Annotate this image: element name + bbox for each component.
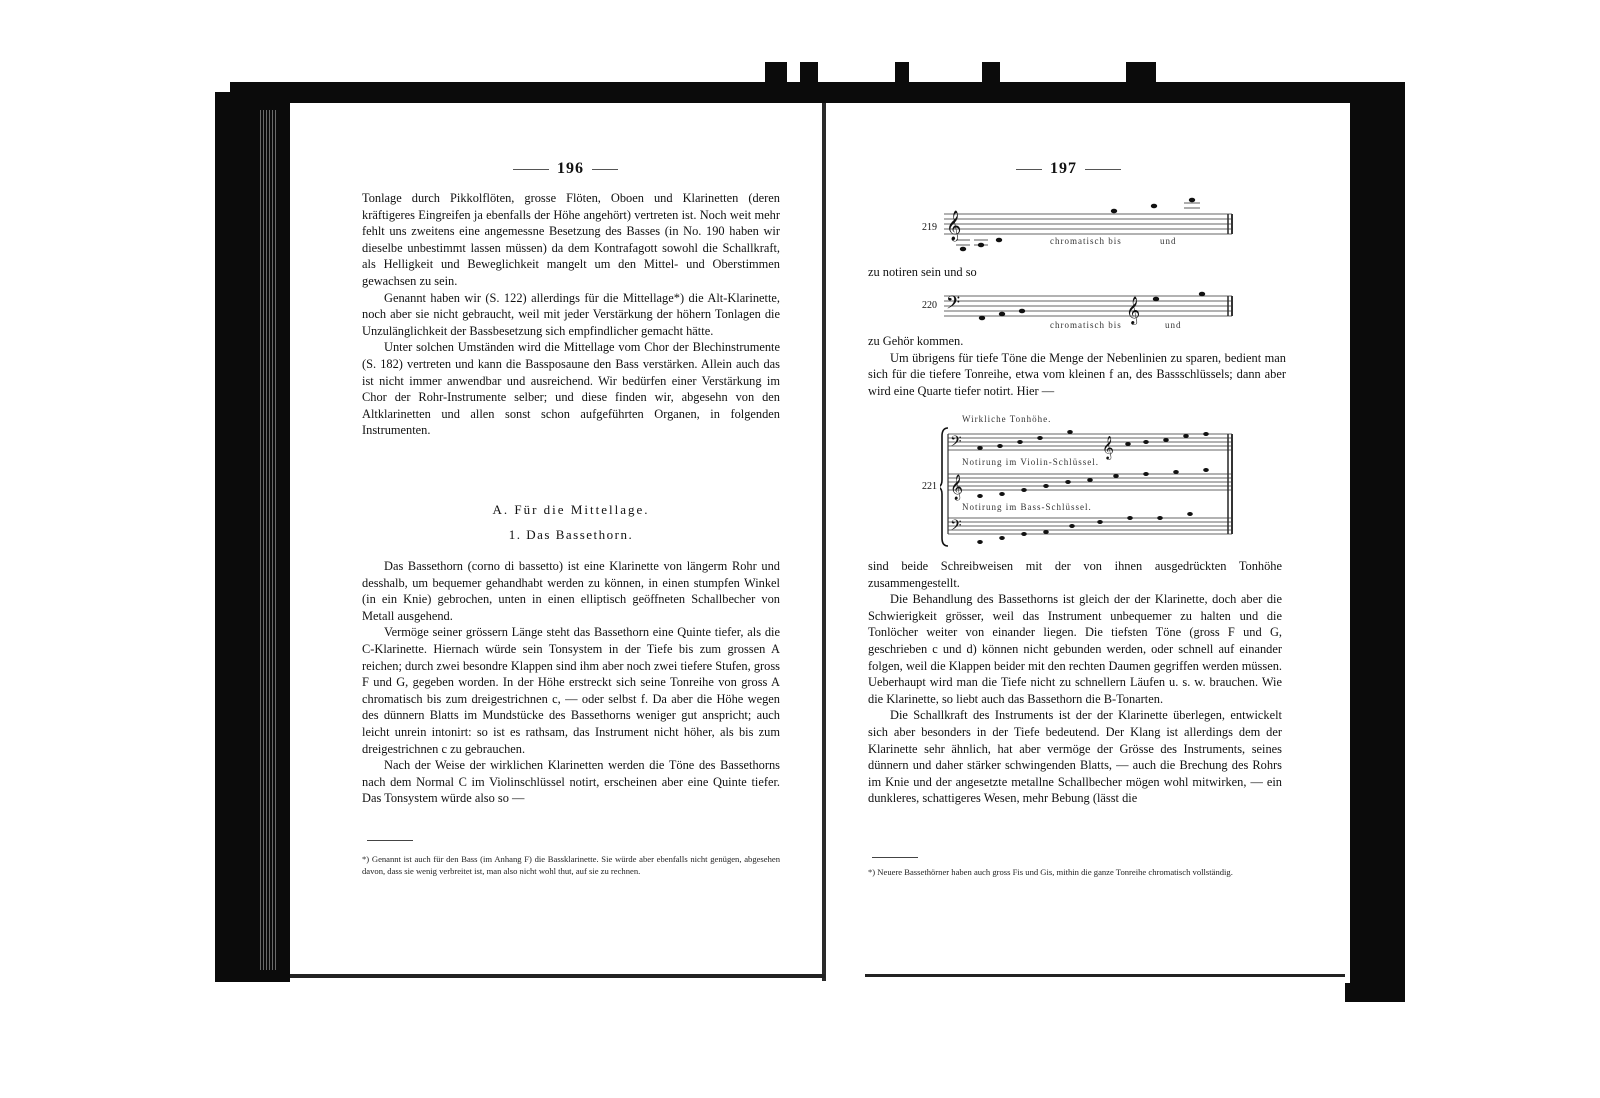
music-example-219 <box>944 196 1244 258</box>
page-number-left: 196 <box>505 160 626 178</box>
footnote-rule <box>367 840 413 841</box>
left-text-block-2 <box>362 558 780 807</box>
section-headings <box>362 502 780 543</box>
book-cover-right <box>1345 97 1405 1002</box>
music-label: Wirkliche Tonhöhe. <box>962 414 1052 424</box>
music-label: und <box>1165 320 1182 330</box>
page-edges <box>258 110 276 970</box>
example-number: 220 <box>922 300 937 311</box>
music-label: und <box>1160 236 1177 246</box>
music-label: chromatisch bis <box>1050 236 1122 246</box>
music-example-221 <box>940 422 1240 552</box>
footnote-right: *) Neuere Bassethörner haben auch gross Fis und Gis, mithin die ganze Tonreihe chromatisch vollständig. <box>868 867 1233 877</box>
svg-text:𝄞: 𝄞 <box>1102 435 1114 459</box>
paragraph: Um übrigens für tiefe Töne die Menge der Nebenlinien zu sparen, bedient man sich für die tiefere Tonreihe, etwa vom kleinen f an, des Bassschlüssels; dann aber wird eine Quarte tiefer notirt. Hier — <box>868 350 1286 398</box>
paragraph: Das Bassethorn (corno di bassetto) ist eine Klarinette von längerm Rohr und desshalb, um bequemer gehandhabt werden zu können, in einen stumpfen Winkel (in ein Knie) gebrochen, unten in einen elliptisch geöffneten Schallbecher von Metall ausgehend. <box>362 559 780 623</box>
footnote-rule <box>872 857 918 858</box>
page-tab <box>765 62 787 104</box>
paragraph: Genannt haben wir (S. 122) allerdings für die Mittellage*) die Alt-Klarinette, noch aber sie nicht gebraucht, weil mit jeder Verstärkung der höhern Tonlagen die Unzulänglichkeit der Bassbesetzung sich empfindlicher gemacht hätte. <box>362 290 780 338</box>
paragraph: Die Schallkraft des Instruments ist der der Klarinette überlegen, entwickelt sich aber besonders in der Tiefe bedeutend. Der Klang ist allerdings dem der Klarinette sehr ähnlich, hat aber vermöge der Grösse des Instruments, seines dünnern und daher stärker schwingenden Blatts, — auch die Brechung des Rohrs im Knie und der angesetzte metallne Schallbecher mögen wohl mitwirken, — ein dunkleres, schattigeres Wesen, mehr Bebung (lässt die <box>868 708 1282 806</box>
svg-text:𝄞: 𝄞 <box>946 211 962 241</box>
paragraph: Unter solchen Umständen wird die Mittellage vom Chor der Blechinstrumente (S. 182) vertreten und kann die Bassposaune den Bass verstärken. Allein auch das ist nicht immer anwendbar und ausreichend. Wir bedürfen einer Verstärkung im Chor der Rohr-Instrumente selber; und diese finden wir, abgesehn von den Altklarinetten und allen sonst schon aufgeführten Organen, in folgenden Instrumenten. <box>362 340 780 438</box>
svg-text:𝄢: 𝄢 <box>946 293 961 318</box>
paragraph: Tonlage durch Pikkolflöten, grosse Flöten, Oboen und Klarinetten (deren kräftigeres Eingreifen ja ebenfalls der Höhe angehört) vertreten ist. Noch weit mehr fehlt uns zweitens eine angemessne Besetzung des Basses (in No. 190 haben wir dieselbe unbestimmt lassen müssen) da dem Kontrafagott sowohl die Schallkraft, als Helligkeit und Beweglichkeit mangelt um den Mittel- und Oberstimmen gewachsen zu sein. <box>362 191 780 288</box>
svg-text:𝄞: 𝄞 <box>950 475 964 500</box>
footnote-left: *) Genannt ist auch für den Bass (im Anhang F) die Bassklarinette. Sie würde aber ebenfalls nicht genügen, abgesehen davon, dass sie wenig verbreitet ist, man also nicht wohl thut, auf sie zu rechnen. <box>362 854 780 876</box>
music-label: Notirung im Bass-Schlüssel. <box>962 502 1092 512</box>
page-tab <box>1126 62 1156 104</box>
music-label: Notirung im Violin-Schlüssel. <box>962 457 1100 467</box>
svg-text:𝄢: 𝄢 <box>950 433 962 454</box>
book-cover-left <box>215 92 295 982</box>
section-heading: A. Für die Mittellage. <box>492 502 650 517</box>
paragraph: Vermöge seiner grössern Länge steht das Bassethorn eine Quinte tiefer, als die C-Klarinette. Hiernach würde sein Tonsystem in der Tiefe bis zum grossen A reichen; durch zwei besondre Klappen sind ihm aber noch zwei tiefere Stufen, gross F und G, gegeben worden. In der Höhe erstreckt sich seine Tonreihe von gross A chromatisch bis zum dreigestrichnen c, — oder selbst f. Da aber die Höhe wegen des dünnern Blatts im Mundstücke des Bassethorns weniger gut anspricht; auch leicht unrein intonirt: so ist es rathsam, das Instrument nicht höher, als bis zum dreigestrichnen c zu gebrauchen. <box>362 625 780 756</box>
paragraph: zu Gehör kommen. <box>868 334 964 348</box>
paragraph: Die Behandlung des Bassethorns ist gleich der der Klarinette, doch aber die Schwierigkeit grösser, weil das Instrument unbequemer zu halten und die Tonlöcher weiter von einander liegen. Die tiefsten Töne (gross F und G, geschrieben c und d) können nicht gebunden werden, oder schnell auf einander folgen, weil die Klappen beider mit den rechten Daumen gegriffen werden müssen. Ueberhaupt wird man die Tiefe nicht zu schnellern Läufen u. s. w. brauchen. Wie die Klarinette, so liebt auch das Bassethorn die B-Tonarten. <box>868 592 1282 706</box>
page-tab <box>982 62 1000 104</box>
bottom-edge <box>290 974 825 978</box>
page-number-right: 197 <box>1008 160 1129 178</box>
example-number: 219 <box>922 222 937 233</box>
paragraph: zu notiren sein und so <box>868 265 977 279</box>
svg-text:𝄞: 𝄞 <box>1126 296 1141 324</box>
paragraph: sind beide Schreibweisen mit der von ihnen ausgedrückten Tonhöhe zusammengestellt. <box>868 559 1282 590</box>
subsection-heading: 1. Das Bassethorn. <box>508 526 634 542</box>
paragraph: Nach der Weise der wirklichen Klarinetten werden die Töne des Bassethorns nach dem Normal C im Violinschlüssel notirt, erscheinen aber eine Quinte tiefer. Das Tonsystem würde also so — <box>362 758 780 806</box>
page-tab <box>800 62 818 104</box>
right-text-block-2 <box>868 558 1282 807</box>
left-text-block <box>362 190 780 439</box>
text-line <box>868 264 1288 281</box>
page-tab <box>895 62 909 104</box>
music-label: chromatisch bis <box>1050 320 1122 330</box>
bottom-edge <box>865 974 1345 977</box>
right-text-block-1 <box>868 333 1286 399</box>
book-gutter <box>822 103 826 981</box>
svg-text:𝄢: 𝄢 <box>950 517 962 538</box>
example-number: 221 <box>922 481 937 492</box>
